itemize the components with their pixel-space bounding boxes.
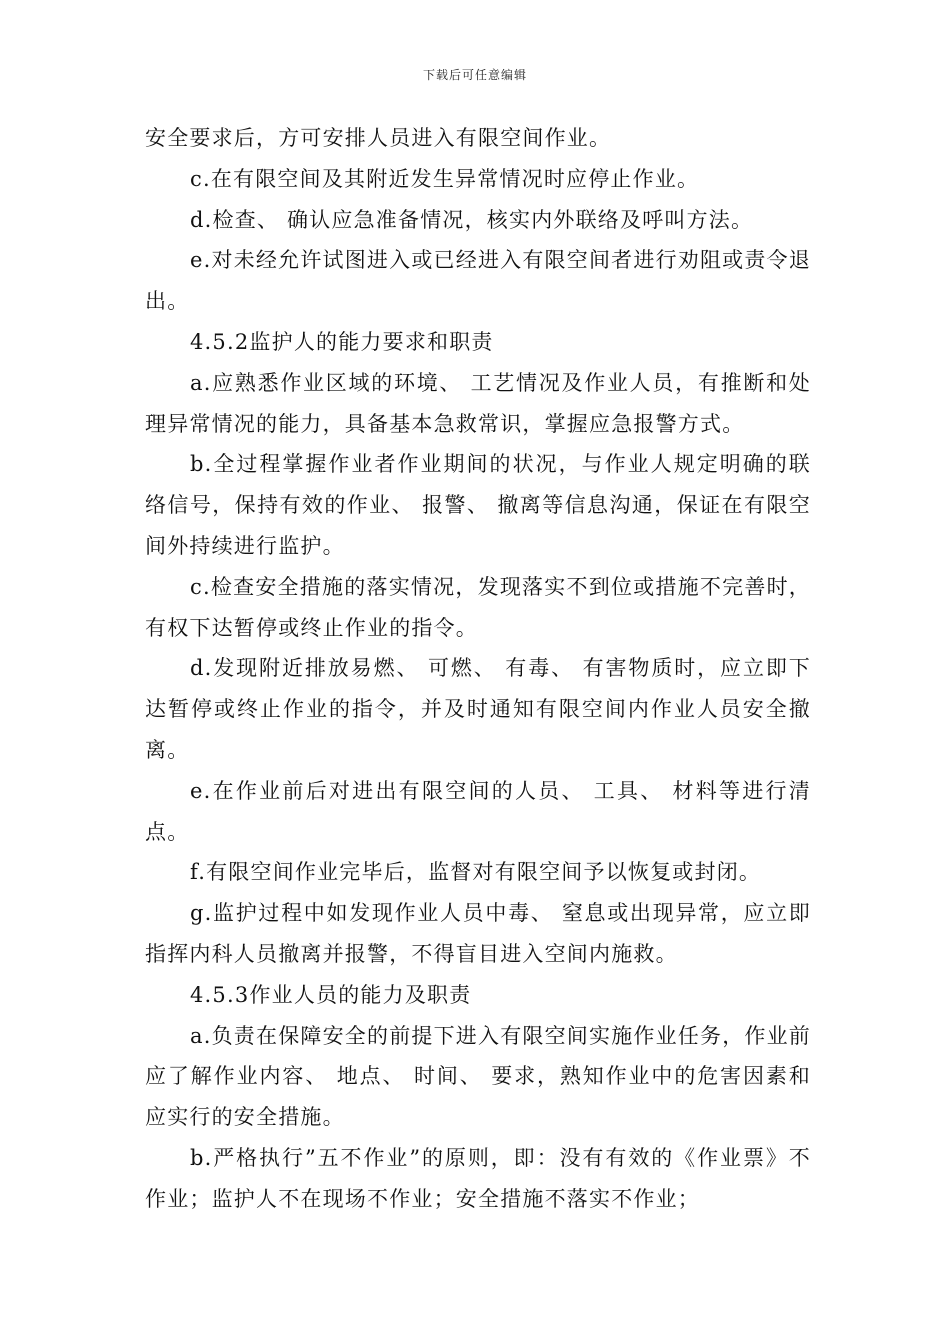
paragraph: f.有限空间作业完毕后，监督对有限空间予以恢复或封闭。 (190, 860, 762, 885)
paragraph: g.监护过程中如发现作业人员中毒、 窒息或出现异常，应立即指挥内科人员撤离并报警，不得盲目进入空间内施救。 (145, 901, 811, 966)
paragraph: 4.5.3作业人员的能力及职责 (190, 982, 472, 1007)
page-header: 下载后可任意编辑 (422, 68, 527, 82)
paragraph: a.应熟悉作业区域的环境、 工艺情况及作业人员，有推断和处理异常情况的能力，具备基本急救常识，掌握应急报警方式。 (145, 370, 811, 436)
paragraph: b.全过程掌握作业者作业期间的状况，与作业人规定明确的联络信号，保持有效的作业、 报警、 撤离等信息沟通，保证在有限空间外持续进行监护。 (145, 452, 811, 558)
paragraph: c.检查安全措施的落实情况，发现落实不到位或措施不完善时，有权下达暂停或终止作业的指令。 (145, 574, 811, 640)
paragraph: c.在有限空间及其附近发生异常情况时应停止作业。 (190, 166, 700, 191)
paragraph: a.负责在保障安全的前提下进入有限空间实施作业任务，作业前应了解作业内容、 地点、 时间、 要求，熟知作业中的危害因素和应实行的安全措施。 (145, 1023, 811, 1130)
paragraph: d.检查、 确认应急准备情况，核实内外联络及呼叫方法。 (190, 207, 754, 232)
paragraph: 4.5.2监护人的能力要求和职责 (190, 329, 494, 354)
paragraph: e.在作业前后对进出有限空间的人员、 工具、 材料等进行清点。 (145, 778, 811, 844)
paragraph: e.对未经允许试图进入或已经进入有限空间者进行劝阻或责令退出。 (145, 248, 811, 314)
paragraph: b.严格执行”五不作业”的原则，即：没有有效的《作业票》不作业；监护人不在现场不作业；安全措施不落实不作业； (145, 1145, 811, 1211)
paragraph: 安全要求后，方可安排人员进入有限空间作业。 (145, 126, 612, 150)
document-body (145, 118, 811, 1220)
paragraph: d.发现附近排放易燃、 可燃、 有毒、 有害物质时，应立即下达暂停或终止作业的指令，并及时通知有限空间内作业人员安全撤离。 (145, 656, 811, 762)
